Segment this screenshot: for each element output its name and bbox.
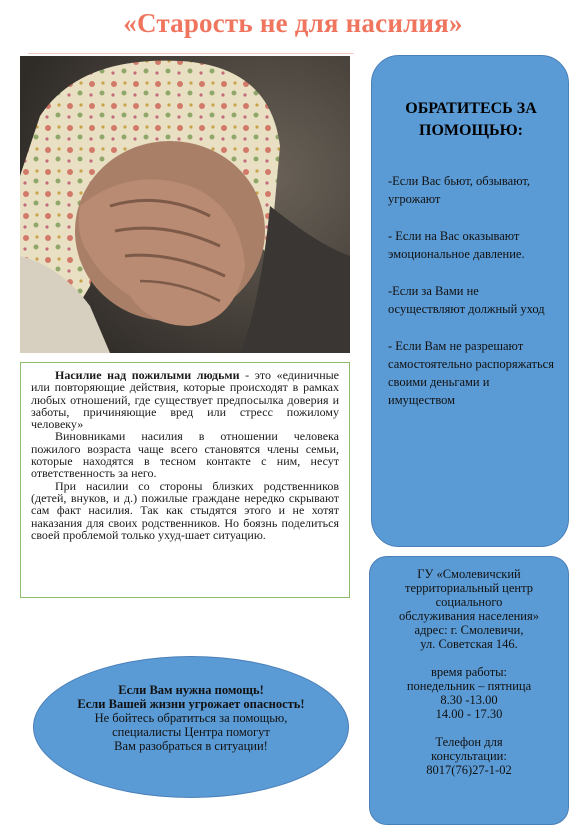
hours-afternoon: 14.00 - 17.30 xyxy=(435,707,503,721)
perpetrators-paragraph: Виновниками насилия в отношении человека пожилого возраста чаще всего становятся члены семьи, которые находятся в тесном контакте с ним, несут ответственность за него. xyxy=(31,429,339,481)
help-item: - Если на Вас оказывают эмоциональное давление. xyxy=(388,229,525,261)
help-call-ellipse xyxy=(33,656,349,798)
hours-morning: 8.30 -13.00 xyxy=(440,693,498,707)
page-title: «Старость не для насилия» xyxy=(123,8,463,38)
definition-text: - это «единичные или повторяющие действия, которые происходят в рамках любых отношений, где существует предпосылка доверия и заботы, причиняющие вред или стресс пожилому человеку» xyxy=(31,368,339,432)
title-underline xyxy=(28,53,354,54)
seek-help-heading xyxy=(388,98,554,142)
phone-label: консультации: xyxy=(431,749,507,763)
definition-term: Насилие над пожилыми людьми xyxy=(55,368,240,382)
help-item: -Если Вас бьют, обзывают, угрожают xyxy=(388,174,531,206)
definition-paragraph xyxy=(31,369,339,430)
org-line: территориальный центр xyxy=(405,581,533,595)
violence-definition-textbox xyxy=(20,362,350,598)
phone-label: Телефон для xyxy=(435,735,503,749)
ellipse-bold-line xyxy=(34,683,348,697)
concealment-paragraph: При насилии со стороны близких родственников (детей, внуков, и д.) пожилые граждане нередко скрывают сам факт насилия. Так как стыдятся этого и не хотят наказания для своих родственников. Но боязнь поделиться своей проблемой только ухуд-шает ситуацию. xyxy=(31,478,339,542)
ellipse-line: Не бойтесь обратиться за помощью, xyxy=(94,711,288,725)
ellipse-bold-text: Если Вам нужна помощь! xyxy=(118,683,264,697)
ellipse-line: специалисты Центра помогут xyxy=(112,725,270,739)
seek-help-heading-line1: ОБРАТИТЕСЬ ЗА xyxy=(405,100,537,117)
help-item: -Если за Вами не осуществляют должный уход xyxy=(388,284,545,316)
ellipse-bold-line xyxy=(34,697,348,711)
phone-block xyxy=(378,735,560,777)
org-line: обслуживания населения» xyxy=(399,609,539,623)
ellipse-bold-text: Если Вашей жизни угрожает опасность! xyxy=(77,697,305,711)
phone-number: 8017(76)27-1-02 xyxy=(426,763,512,777)
help-item: - Если Вам не разрешают самостоятельно распоряжаться своими деньгами и имуществом xyxy=(388,339,554,407)
address-line: адрес: г. Смолевичи, xyxy=(414,623,524,637)
seek-help-panel xyxy=(371,55,569,547)
ellipse-line: Вам разобраться в ситуации! xyxy=(114,739,268,753)
org-line: ГУ «Смолевичский xyxy=(417,567,521,581)
org-line: социального xyxy=(435,595,503,609)
contact-panel xyxy=(369,556,569,825)
hours-block xyxy=(378,665,560,721)
elderly-woman-photo xyxy=(20,56,350,353)
seek-help-heading-line2: ПОМОЩЬЮ: xyxy=(419,122,523,139)
organization-block xyxy=(378,567,560,651)
hours-days: понедельник – пятница xyxy=(406,679,532,693)
address-line: ул. Советская 146. xyxy=(420,637,518,651)
hours-label: время работы: xyxy=(430,665,508,679)
